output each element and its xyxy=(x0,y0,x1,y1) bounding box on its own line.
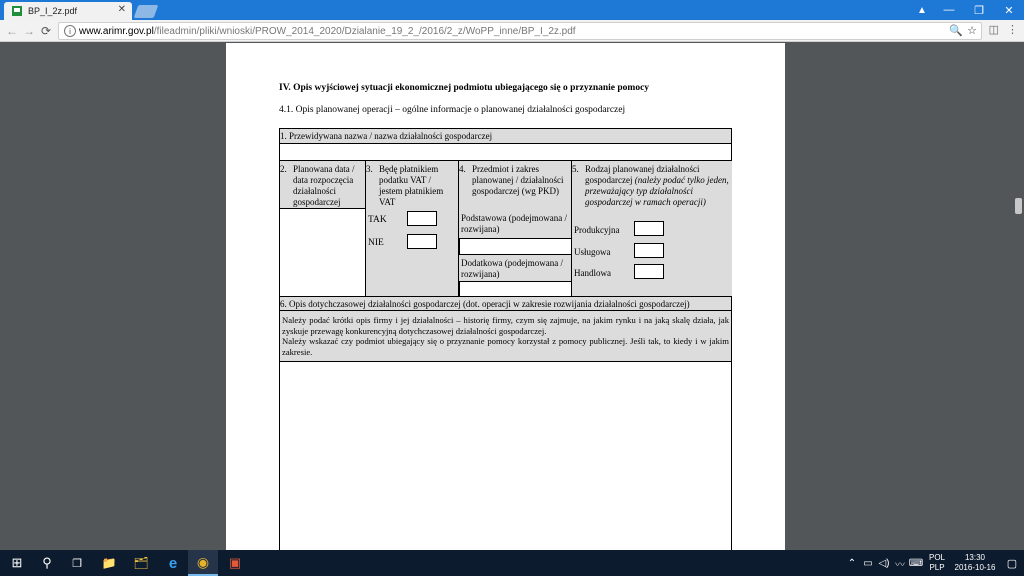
search-icon[interactable]: ⚲ xyxy=(42,555,52,570)
new-tab-button[interactable] xyxy=(134,5,159,18)
tab-title: BP_I_2z.pdf xyxy=(28,6,78,16)
forward-icon[interactable]: → xyxy=(23,24,35,38)
uslugowa-label: Usługowa xyxy=(574,247,611,257)
user-profile-icon[interactable]: ▲ xyxy=(917,4,927,16)
url-host: www.arimr.gov.pl xyxy=(79,25,154,37)
start-icon[interactable]: ⊞ xyxy=(11,555,23,570)
col5-text xyxy=(585,164,730,208)
col3-text: Będę płatnikiem podatku VAT / jestem płatnikiem VAT xyxy=(379,164,444,207)
dodatkowa-label: Dodatkowa (podejmowana / rozwijana) xyxy=(461,258,563,279)
language-indicator[interactable] xyxy=(924,553,950,573)
volume-icon[interactable]: ◁) xyxy=(878,557,890,569)
pdf-favicon-icon xyxy=(12,6,22,16)
files-app-icon[interactable]: 🗂 xyxy=(133,556,149,570)
extension-icon[interactable]: ◫ xyxy=(988,24,999,36)
row1-input[interactable] xyxy=(279,143,732,161)
col2-header xyxy=(280,161,366,209)
row6-desc-2: Należy wskazać czy podmiot ubiegający się o przyznanie pomocy korzystał z pomocy publicznej. Jeśli tak, to kiedy i w jakim zakresie. xyxy=(282,336,729,357)
col4-cell xyxy=(459,161,572,297)
col5-text-italic: (należy podać tylko jeden, przeważający typ działalności gospodarczej w ramach operacji) xyxy=(585,175,729,207)
col4-text: Przedmiot i zakres planowanej / działalności gospodarczej (wg PKD) xyxy=(472,164,564,196)
app-icon[interactable]: ▣ xyxy=(228,555,242,570)
section-heading: IV. Opis wyjściowej sytuacji ekonomicznej podmiotu ubiegającego się o przyznanie pomocy xyxy=(279,83,650,93)
col5-num: 5. xyxy=(572,164,579,174)
dodatkowa-input[interactable] xyxy=(459,281,572,297)
col2-text: Planowana data / data rozpoczęcia działalności gospodarczej xyxy=(293,164,355,207)
windows-taskbar xyxy=(0,550,1024,576)
row6-desc-1: Należy podać krótki opis firmy i jej działalności – historię firmy, czym się zajmuje, na jakim rynku i na jaką skalę działa, jak zyskuje przewagę konkurencyjną dotychczasowej działalności gospodarczej. xyxy=(282,315,729,336)
minimize-button[interactable]: — xyxy=(943,4,955,16)
col4-num: 4. xyxy=(459,164,466,174)
col3-cell xyxy=(366,161,459,297)
task-view-icon[interactable]: ❐ xyxy=(72,557,82,570)
row1-label: 1. Przewidywana nazwa / nazwa działalności gospodarczej xyxy=(280,131,493,141)
handlowa-checkbox[interactable] xyxy=(634,264,664,279)
pdf-viewer xyxy=(0,43,1024,550)
tak-checkbox[interactable] xyxy=(407,211,437,226)
tray-expand-icon[interactable]: ⌃ xyxy=(847,557,857,569)
file-explorer-icon[interactable]: 📁 xyxy=(101,556,117,570)
col5-cell xyxy=(572,161,732,297)
tab-pdf[interactable] xyxy=(4,2,132,20)
clock-time: 13:30 xyxy=(964,553,986,562)
url-path: /fileadmin/pliki/wnioski/PROW_2014_2020/Dzialanie_19_2_/2016/2_z/WoPP_inne/BP_I_2z.pdf xyxy=(153,25,576,37)
close-window-button[interactable]: ✕ xyxy=(1004,4,1014,17)
network-icon[interactable]: 〰 xyxy=(895,559,905,571)
col5-text-plain: Rodzaj planowanej działalności gospodarczej xyxy=(585,164,700,185)
zoom-icon[interactable]: 🔍 xyxy=(949,25,964,37)
pdf-page xyxy=(226,43,785,550)
row6-input[interactable] xyxy=(279,361,732,550)
keyboard-icon[interactable]: ⌨ xyxy=(908,557,924,569)
site-info-icon[interactable]: i xyxy=(64,25,76,37)
details-grid xyxy=(279,160,732,297)
browser-toolbar xyxy=(0,20,1024,42)
handlowa-label: Handlowa xyxy=(574,268,611,278)
vertical-scrollbar[interactable] xyxy=(1015,198,1022,214)
chrome-icon[interactable]: ◉ xyxy=(188,550,218,576)
col2-num: 2. xyxy=(280,164,287,174)
lang-line1: POL xyxy=(928,553,945,562)
address-bar[interactable] xyxy=(58,22,982,40)
col3-num: 3. xyxy=(366,164,373,174)
row6-header xyxy=(279,296,732,311)
back-icon[interactable]: ← xyxy=(6,24,18,38)
uslugowa-checkbox[interactable] xyxy=(634,243,664,258)
edge-icon[interactable]: e xyxy=(168,554,178,572)
tak-label: TAK xyxy=(368,215,387,225)
col2-input[interactable] xyxy=(280,209,366,297)
nie-checkbox[interactable] xyxy=(407,234,437,249)
restore-button[interactable]: ❐ xyxy=(974,4,984,17)
podstawowa-label: Podstawowa (podejmowana / rozwijana) xyxy=(461,213,567,234)
battery-icon[interactable]: ▭ xyxy=(863,557,873,569)
lang-line2: PLP xyxy=(929,563,945,572)
nie-label: NIE xyxy=(368,238,384,248)
clock[interactable] xyxy=(950,553,1000,573)
row1-header xyxy=(279,128,732,144)
system-tray xyxy=(844,550,1024,576)
row6-instructions xyxy=(279,310,732,362)
menu-icon[interactable]: ⋮ xyxy=(1007,24,1018,36)
bookmark-star-icon[interactable]: ☆ xyxy=(967,25,977,37)
produkcyjna-checkbox[interactable] xyxy=(634,221,664,236)
section-subheading: 4.1. Opis planowanej operacji – ogólne informacje o planowanej działalności gospodarczej xyxy=(279,105,626,115)
produkcyjna-label: Produkcyjna xyxy=(574,225,620,235)
row6-desc xyxy=(282,315,729,357)
podstawowa-input[interactable] xyxy=(459,238,572,255)
reload-icon[interactable]: ⟳ xyxy=(40,24,52,38)
row6-label: 6. Opis dotychczasowej działalności gospodarczej (dot. operacji w zakresie rozwijania działalności gospodarczej) xyxy=(280,299,690,309)
tab-close-icon[interactable]: ✕ xyxy=(117,4,126,15)
notifications-icon[interactable]: ▢ xyxy=(1006,557,1018,570)
window-titlebar xyxy=(0,0,1024,20)
clock-date: 2016-10-16 xyxy=(954,563,996,572)
